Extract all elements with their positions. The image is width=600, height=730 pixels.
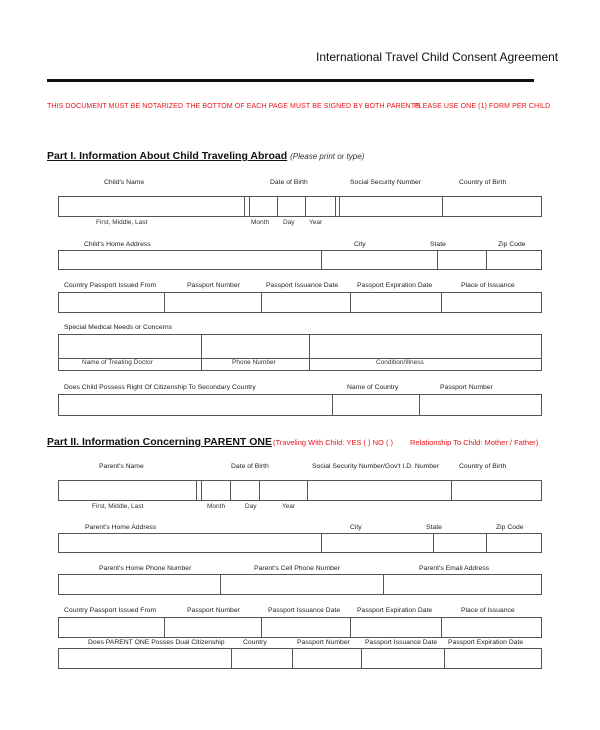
part2-heading-text: Part II. Information Concerning PARENT ONE [47, 436, 272, 448]
label-condition: Condition/Illness [376, 359, 424, 366]
child-name-field[interactable] [58, 196, 243, 217]
child-passport-expiration-field[interactable] [349, 292, 440, 313]
label-parent-dual-expiration: Passport Expiration Date [448, 639, 524, 646]
label-parent-home-phone: Parent's Home Phone Number [99, 565, 192, 572]
child-city-field[interactable] [320, 250, 436, 270]
label-parent-country-of-birth: Country of Birth [459, 463, 507, 470]
parent-dob-year-field[interactable] [258, 480, 306, 501]
parent-name-field[interactable] [58, 480, 195, 501]
notice-signed: THE BOTTOM OF EACH PAGE MUST BE SIGNED BY BOTH PARENTS [186, 103, 420, 110]
label-parent-ssn: Social Security Number/Gov't I.D. Number [312, 463, 440, 470]
parent-dual-citizenship-field[interactable] [58, 648, 230, 669]
part2-heading [47, 436, 272, 448]
parent-address-field[interactable] [58, 533, 320, 553]
parent-dob-day-field[interactable] [229, 480, 258, 501]
label-passport-issuance: Passport Issuance Date [266, 282, 339, 289]
parent-place-of-issuance-field[interactable] [440, 617, 542, 638]
child-place-of-issuance-field[interactable] [440, 292, 542, 313]
child-dob-year-field[interactable] [304, 196, 334, 217]
child-country-of-birth-field[interactable] [441, 196, 542, 217]
part1-heading [47, 150, 364, 162]
parent-dob-month-field[interactable] [200, 480, 229, 501]
label-parent-place-of-issuance: Place of Issuance [461, 607, 515, 614]
child-address-field[interactable] [58, 250, 320, 270]
label-parent-date-of-birth: Date of Birth [231, 463, 269, 470]
child-dual-citizenship-field[interactable] [58, 394, 331, 416]
label-passport-country: Country Passport Issued From [64, 282, 157, 289]
notice-notarized: THIS DOCUMENT MUST BE NOTARIZED [47, 103, 184, 110]
label-dual-passport-number: Passport Number [440, 384, 493, 391]
label-childs-name: Child's Name [104, 179, 145, 186]
parent-email-field[interactable] [382, 574, 542, 595]
month-sublabel: Month [251, 219, 270, 226]
day-sublabel: Day [283, 219, 295, 226]
child-ssn-field[interactable] [338, 196, 441, 217]
label-medical-needs: Special Medical Needs or Concerns [64, 324, 173, 331]
label-parent-passport-expiration: Passport Expiration Date [357, 607, 433, 614]
parent-cell-phone-field[interactable] [219, 574, 382, 595]
label-child-dual-citizenship: Does Child Possess Right Of Citizenship To Secondary Country [64, 384, 256, 391]
notice-one-form: PLEASE USE ONE (1) FORM PER CHILD [414, 103, 551, 110]
part1-heading-text: Part I. Information About Child Traveling Abroad [47, 150, 288, 162]
relationship-to-child: Relationship To Child: Mother / Father) [410, 438, 539, 447]
label-passport-number: Passport Number [187, 282, 240, 289]
doctor-name-field[interactable] [58, 334, 200, 357]
label-parent-email: Parent's Email Address [419, 565, 490, 572]
label-date-of-birth: Date of Birth [270, 179, 308, 186]
child-state-field[interactable] [436, 250, 485, 270]
parent-day-sublabel: Day [245, 503, 257, 510]
doctor-phone-field[interactable] [200, 334, 308, 357]
year-sublabel: Year [309, 219, 323, 226]
label-parents-name: Parent's Name [99, 463, 144, 470]
label-parent-dual-issuance: Passport Issuance Date [365, 639, 438, 646]
document-title: International Travel Child Consent Agreement [316, 50, 559, 64]
label-ssn: Social Security Number [350, 179, 422, 186]
label-parent-city: City [350, 524, 362, 531]
parent-name-sublabel: First, Middle, Last [92, 503, 144, 510]
child-passport-country-field[interactable] [58, 292, 163, 313]
label-parent-passport-issuance: Passport Issuance Date [268, 607, 341, 614]
label-country-name: Name of Country [347, 384, 399, 391]
label-parent-state: State [426, 524, 442, 531]
parent-dual-country-field[interactable] [230, 648, 291, 669]
parent-month-sublabel: Month [207, 503, 226, 510]
label-state: State [430, 241, 446, 248]
parent-city-field[interactable] [320, 533, 432, 553]
label-doctor-phone: Phone Number [232, 359, 276, 366]
parent-state-field[interactable] [432, 533, 485, 553]
parent-zip-field[interactable] [485, 533, 542, 553]
label-parent-cell-phone: Parent's Cell Phone Number [254, 565, 340, 572]
parent-dual-passport-field[interactable] [291, 648, 360, 669]
condition-field[interactable] [308, 334, 542, 357]
parent-passport-number-field[interactable] [163, 617, 260, 638]
label-passport-expiration: Passport Expiration Date [357, 282, 433, 289]
parent-dual-issuance-field[interactable] [360, 648, 443, 669]
label-parent-passport-number: Passport Number [187, 607, 240, 614]
label-parent-dual-passport-number: Passport Number [297, 639, 350, 646]
parent-year-sublabel: Year [282, 503, 296, 510]
parent-ssn-field[interactable] [306, 480, 450, 501]
label-place-of-issuance: Place of Issuance [461, 282, 515, 289]
parent-country-of-birth-field[interactable] [450, 480, 542, 501]
parent-passport-expiration-field[interactable] [349, 617, 440, 638]
title-rule [47, 79, 534, 82]
label-parent-dual-citizenship: Does PARENT ONE Posses Dual Citizenship [88, 639, 225, 646]
label-country-of-birth: Country of Birth [459, 179, 507, 186]
child-passport-number-field[interactable] [163, 292, 260, 313]
label-zip: Zip Code [498, 241, 526, 248]
child-dual-country-field[interactable] [331, 394, 418, 416]
label-parent-passport-country: Country Passport Issued From [64, 607, 157, 614]
child-passport-issuance-field[interactable] [260, 292, 349, 313]
label-parent-dual-country: Country [243, 639, 267, 646]
child-name-sublabel: First, Middle, Last [96, 219, 148, 226]
parent-dual-expiration-field[interactable] [443, 648, 542, 669]
part1-note: (Please print or type) [290, 152, 365, 161]
label-parent-zip: Zip Code [496, 524, 524, 531]
child-dob-month-field[interactable] [248, 196, 276, 217]
label-city: City [354, 241, 366, 248]
parent-passport-issuance-field[interactable] [260, 617, 349, 638]
label-parent-home-address: Parent's Home Address [85, 524, 157, 531]
parent-passport-country-field[interactable] [58, 617, 163, 638]
label-doctor-name: Name of Treating Doctor [82, 359, 153, 366]
child-dual-passport-field[interactable] [418, 394, 542, 416]
traveling-with-child: (Traveling With Child: YES ( ) NO ( ) [273, 438, 394, 447]
child-zip-field[interactable] [485, 250, 542, 270]
child-dob-day-field[interactable] [276, 196, 304, 217]
label-child-home-address: Child's Home Address [84, 241, 151, 248]
parent-home-phone-field[interactable] [58, 574, 219, 595]
